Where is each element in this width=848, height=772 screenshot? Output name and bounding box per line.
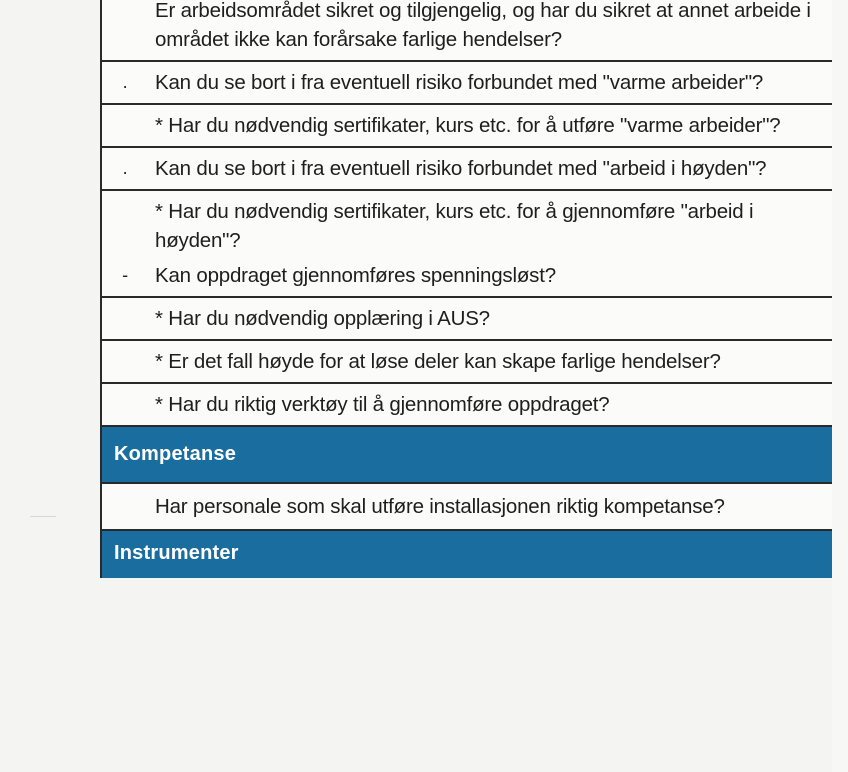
question-text: * Har du nødvendig sertifikater, kurs etc. for å utføre "varme arbeider"? — [155, 114, 781, 137]
checklist-row — [102, 341, 832, 384]
checklist-table — [100, 0, 834, 578]
checklist-row — [102, 148, 832, 191]
checklist-row — [102, 384, 832, 427]
section-header-instrumenter: Instrumenter — [102, 531, 832, 578]
checklist-row — [102, 62, 832, 105]
checklist-row — [102, 484, 832, 531]
question-text: Kan oppdraget gjennomføres spenningsløst? — [155, 264, 556, 287]
question-text: Er arbeidsområdet sikret og tilgjengelig, og har du sikret at annet arbeide i området ikke kan forårsake farlige hendelser? — [155, 0, 811, 51]
checklist-row — [102, 298, 832, 341]
checklist-row — [102, 191, 832, 255]
question-text: * Har du nødvendig opplæring i AUS? — [155, 307, 490, 330]
page-margin — [832, 0, 848, 772]
row-bullet: . — [122, 158, 128, 178]
question-text: Kan du se bort i fra eventuell risiko forbundet med "arbeid i høyden"? — [155, 157, 767, 180]
question-text: * Har du riktig verktøy til å gjennomføre oppdraget? — [155, 393, 610, 416]
checklist-row — [102, 105, 832, 148]
question-text: * Har du nødvendig sertifikater, kurs etc. for å gjennomføre "arbeid i høyden"? — [155, 200, 754, 252]
row-bullet: . — [122, 72, 128, 92]
question-text: * Er det fall høyde for at løse deler kan skape farlige hendelser? — [155, 350, 721, 373]
question-text: Kan du se bort i fra eventuell risiko forbundet med "varme arbeider"? — [155, 71, 764, 94]
question-text: Har personale som skal utføre installasjonen riktig kompetanse? — [155, 495, 725, 518]
row-bullet: - — [122, 265, 128, 285]
section-header-kompetanse: Kompetanse — [102, 427, 832, 484]
checklist-row — [102, 255, 832, 298]
checklist-row — [102, 0, 832, 62]
scan-mark — [30, 516, 56, 517]
